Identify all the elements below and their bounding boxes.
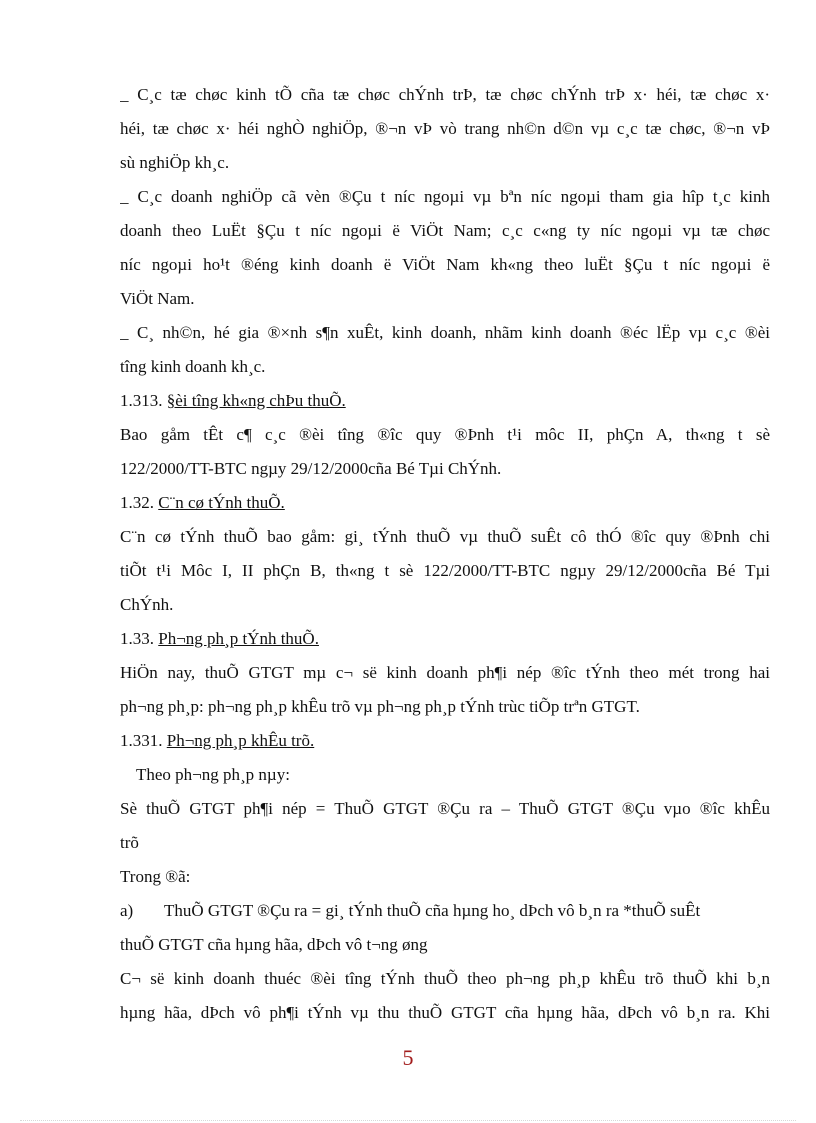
section-number: 1.32. — [120, 493, 154, 512]
text-line: sù nghiÖp kh¸c. — [120, 153, 230, 172]
text-line: C¨n cø tÝnh thuÕ bao gåm: gi¸ tÝnh thuÕ vµ thuÕ suÊt cô thÓ ®îc quy ®Þnh chi — [120, 527, 770, 546]
page-number: 5 — [402, 1045, 414, 1070]
text-line: _ C¸c tæ chøc kinh tÕ cña tæ chøc chÝnh trÞ, tæ chøc chÝnh trÞ x· héi, tæ chøc x· — [120, 85, 770, 104]
heading-1-331 — [120, 724, 770, 758]
text-line: _ C¸c doanh nghiÖp cã vèn ®Çu t níc ngoµi vµ bªn níc ngoµi tham gia hîp t¸c kinh — [120, 187, 770, 206]
taxpayer-list — [120, 78, 770, 384]
section-number: 1.33. — [120, 629, 154, 648]
item-a — [120, 894, 770, 928]
item-a-continuation: thuÕ GTGT cña hµng hãa, dÞch vô t¬ng øng — [120, 935, 428, 954]
method-intro: Theo ph¬ng ph¸p nµy: — [136, 765, 290, 784]
document-body — [120, 78, 770, 1030]
text-line: _ C¸ nh©n, hé gia ®×nh s¶n xuÊt, kinh doanh, nhãm kinh doanh ®éc lËp vµ c¸c ®èi — [120, 323, 770, 342]
text-line: C¬ së kinh doanh thuéc ®èi tîng tÝnh thuÕ theo ph¬ng ph¸p khÊu trõ thuÕ khi b¸n — [120, 969, 770, 988]
page-bottom-divider — [20, 1120, 796, 1121]
section-number: 1.331. — [120, 731, 163, 750]
section-number: 1.313. — [120, 391, 163, 410]
text-line: tiÕt t¹i Môc I, II phÇn B, th«ng t sè 122/2000/TT-BTC ngµy 29/12/2000cña Bé Tµi — [120, 561, 770, 580]
formula-line: Sè thuÕ GTGT ph¶i nép = ThuÕ GTGT ®Çu ra – ThuÕ GTGT ®Çu vµo ®îc khÊu — [120, 799, 770, 818]
heading-1-32 — [120, 486, 770, 520]
section-title: Ph¬ng ph¸p tÝnh thuÕ. — [158, 629, 319, 648]
text-line: héi, tæ chøc x· héi nghÒ nghiÖp, ®¬n vÞ vò trang nh©n d©n vµ c¸c tæ chøc, ®¬n vÞ — [120, 119, 770, 138]
non-taxable-paragraph — [120, 418, 770, 486]
formula-continuation: trõ — [120, 833, 139, 852]
text-line: ph¬ng ph¸p: ph¬ng ph¸p khÊu trõ vµ ph¬ng ph¸p tÝnh trùc tiÕp trªn GTGT. — [120, 697, 640, 716]
section-title: C¨n cø tÝnh thuÕ. — [158, 493, 285, 512]
text-line: doanh theo LuËt §Çu t níc ngoµi ë ViÖt Nam; c¸c c«ng ty níc ngoµi vµ tæ chøc — [120, 221, 770, 240]
item-a-text: ThuÕ GTGT ®Çu ra = gi¸ tÝnh thuÕ cña hµng ho¸ dÞch vô b¸n ra *thuÕ suÊt — [164, 901, 701, 920]
text-line: 122/2000/TT-BTC ngµy 29/12/2000cña Bé Tµi ChÝnh. — [120, 459, 502, 478]
heading-1-313 — [120, 384, 770, 418]
text-line: ChÝnh. — [120, 595, 174, 614]
heading-1-33 — [120, 622, 770, 656]
section-title: Ph¬ng ph¸p khÊu trõ. — [166, 731, 315, 750]
method-paragraph — [120, 656, 770, 724]
item-a-label: a) — [120, 901, 134, 920]
in-which-label: Trong ®ã: — [120, 867, 191, 886]
text-line: ViÖt Nam. — [120, 289, 195, 308]
text-line: HiÖn nay, thuÕ GTGT mµ c¬ së kinh doanh ph¶i nép ®îc tÝnh theo mét trong hai — [120, 663, 770, 682]
text-line: Bao gåm tÊt c¶ c¸c ®èi tîng ®îc quy ®Þnh t¹i môc II, phÇn A, th«ng t sè — [120, 425, 770, 444]
deduction-paragraph — [120, 962, 770, 1030]
text-line: níc ngoµi ho¹t ®éng kinh doanh ë ViÖt Nam kh«ng theo luËt §Çu t níc ngoµi ë — [120, 255, 770, 274]
text-line: tîng kinh doanh kh¸c. — [120, 357, 266, 376]
text-line: hµng hãa, dÞch vô ph¶i tÝnh vµ thu thuÕ GTGT cña hµng hãa, dÞch vô b¸n ra. Khi — [120, 1003, 770, 1022]
tax-basis-paragraph — [120, 520, 770, 622]
section-title: §èi tîng kh«ng chÞu thuÕ. — [166, 391, 346, 410]
